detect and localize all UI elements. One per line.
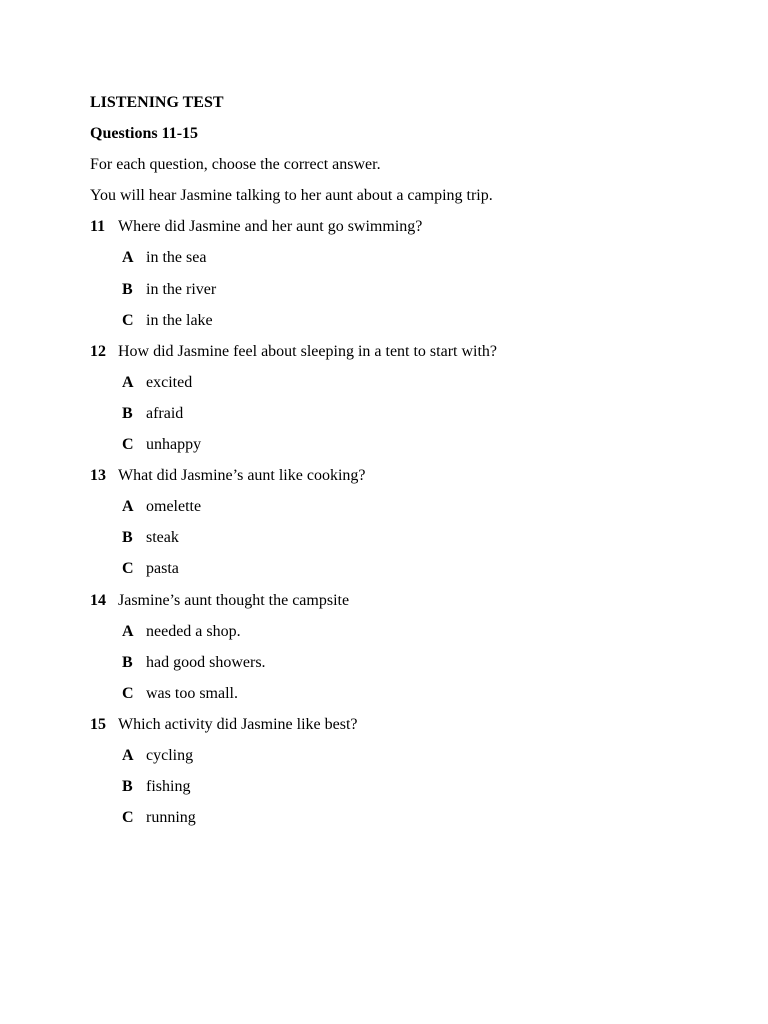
option-text: was too small. [146, 684, 238, 702]
option-letter: C [122, 436, 134, 454]
option-letter: A [122, 373, 134, 391]
option-text: pasta [146, 560, 179, 578]
question-number: 12 [90, 342, 106, 360]
option-letter: C [122, 311, 134, 329]
question-text: How did Jasmine feel about sleeping in a tent to start with? [118, 342, 498, 360]
option-15-a [90, 746, 710, 777]
option-text: had good showers. [146, 653, 266, 671]
option-text: in the river [146, 280, 217, 298]
option-text: fishing [146, 778, 191, 796]
option-text: steak [146, 529, 179, 547]
option-text: excited [146, 373, 193, 391]
option-letter: B [122, 653, 133, 671]
option-letter: A [122, 746, 134, 764]
option-text: in the sea [146, 249, 207, 267]
option-letter: B [122, 404, 133, 422]
option-letter: B [122, 778, 133, 796]
question-11 [90, 217, 710, 248]
option-15-b [90, 777, 710, 808]
option-11-c [90, 311, 710, 342]
option-letter: A [122, 498, 134, 516]
option-letter: B [122, 280, 133, 298]
option-text: running [146, 809, 196, 827]
option-14-b [90, 653, 710, 684]
option-letter: A [122, 249, 134, 267]
option-13-c [90, 559, 710, 590]
question-number: 11 [90, 218, 106, 236]
section-heading: Questions 11-15 [90, 125, 199, 143]
question-14 [90, 591, 710, 622]
question-number: 14 [90, 591, 106, 609]
question-text: Where did Jasmine and her aunt go swimming? [118, 218, 423, 236]
option-11-b [90, 280, 710, 311]
option-text: omelette [146, 498, 202, 516]
option-letter: C [122, 809, 134, 827]
option-text: needed a shop. [146, 622, 241, 640]
option-letter: B [122, 529, 133, 547]
question-15 [90, 715, 710, 746]
option-13-a [90, 497, 710, 528]
option-11-a [90, 248, 710, 279]
option-letter: A [122, 622, 134, 640]
question-13 [90, 466, 710, 497]
question-number: 15 [90, 715, 106, 733]
option-12-a [90, 373, 710, 404]
option-text: cycling [146, 746, 194, 764]
question-text: Jasmine’s aunt thought the campsite [118, 591, 350, 609]
option-letter: C [122, 684, 134, 702]
option-12-c [90, 435, 710, 466]
option-text: afraid [146, 404, 184, 422]
option-letter: C [122, 560, 134, 578]
document-content [90, 93, 710, 839]
page-title: LISTENING TEST [90, 94, 224, 111]
question-number: 13 [90, 467, 106, 485]
instruction-text: For each question, choose the correct answer. [90, 156, 381, 174]
option-14-a [90, 622, 710, 653]
question-text: Which activity did Jasmine like best? [118, 715, 358, 733]
option-15-c [90, 808, 710, 839]
question-12 [90, 342, 710, 373]
context-text: You will hear Jasmine talking to her aunt about a camping trip. [90, 187, 493, 205]
option-text: in the lake [146, 311, 213, 329]
option-text: unhappy [146, 436, 202, 454]
question-text: What did Jasmine’s aunt like cooking? [118, 467, 366, 485]
option-13-b [90, 528, 710, 559]
option-14-c [90, 684, 710, 715]
option-12-b [90, 404, 710, 435]
